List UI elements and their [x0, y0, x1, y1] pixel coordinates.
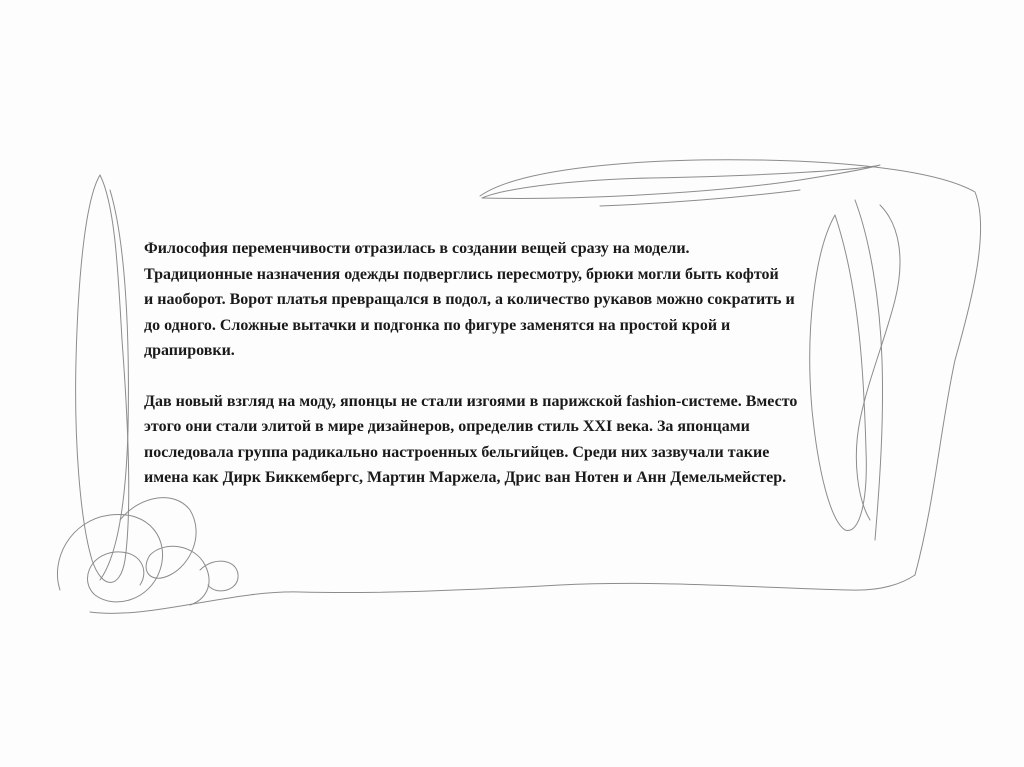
left-outer-loop-stroke: [100, 190, 128, 580]
body-text: [144, 236, 934, 491]
text-line: Философия переменчивости отразилась в создании вещей сразу на модели.: [144, 240, 690, 257]
text-line: до одного. Сложные вытачки и подгонка по фигуре заменятся на простой крой и: [144, 316, 731, 334]
text-line: Традиционные назначения одежды подверглись пересмотру, брюки могли быть кофтой: [144, 265, 779, 283]
bottom-small-loop-stroke: [200, 561, 238, 591]
text-line: Дав новый взгляд на моду, японцы не стали изгоями в парижской fashion-системе. Вместо: [144, 392, 798, 410]
text-line: драпировки.: [144, 342, 235, 359]
paragraph-1: [144, 236, 934, 364]
text-line: и наоборот. Ворот платья превращался в подол, а количество рукавов можно сократить и: [144, 291, 795, 308]
bottom-wave-stroke: [90, 575, 915, 613]
text-line: имена как Дирк Биккембергс, Мартин Маржела, Дрис ван Нотен и Анн Демельмейстер.: [144, 469, 787, 486]
bottom-left-curl-stroke: [57, 514, 162, 601]
paragraph-2: [144, 389, 934, 491]
top-inner-loop-stroke: [482, 165, 880, 198]
text-line: последовала группа радикально настроенных бельгийцев. Среди них зазвучали такие: [144, 443, 770, 461]
text-line: этого они стали элитой в мире дизайнеров, определив стиль XXI века. За японцами: [144, 418, 750, 435]
top-tail-stroke: [600, 190, 800, 206]
bottom-left-swirl-stroke: [120, 498, 209, 605]
left-tall-loop-stroke: [76, 175, 129, 583]
